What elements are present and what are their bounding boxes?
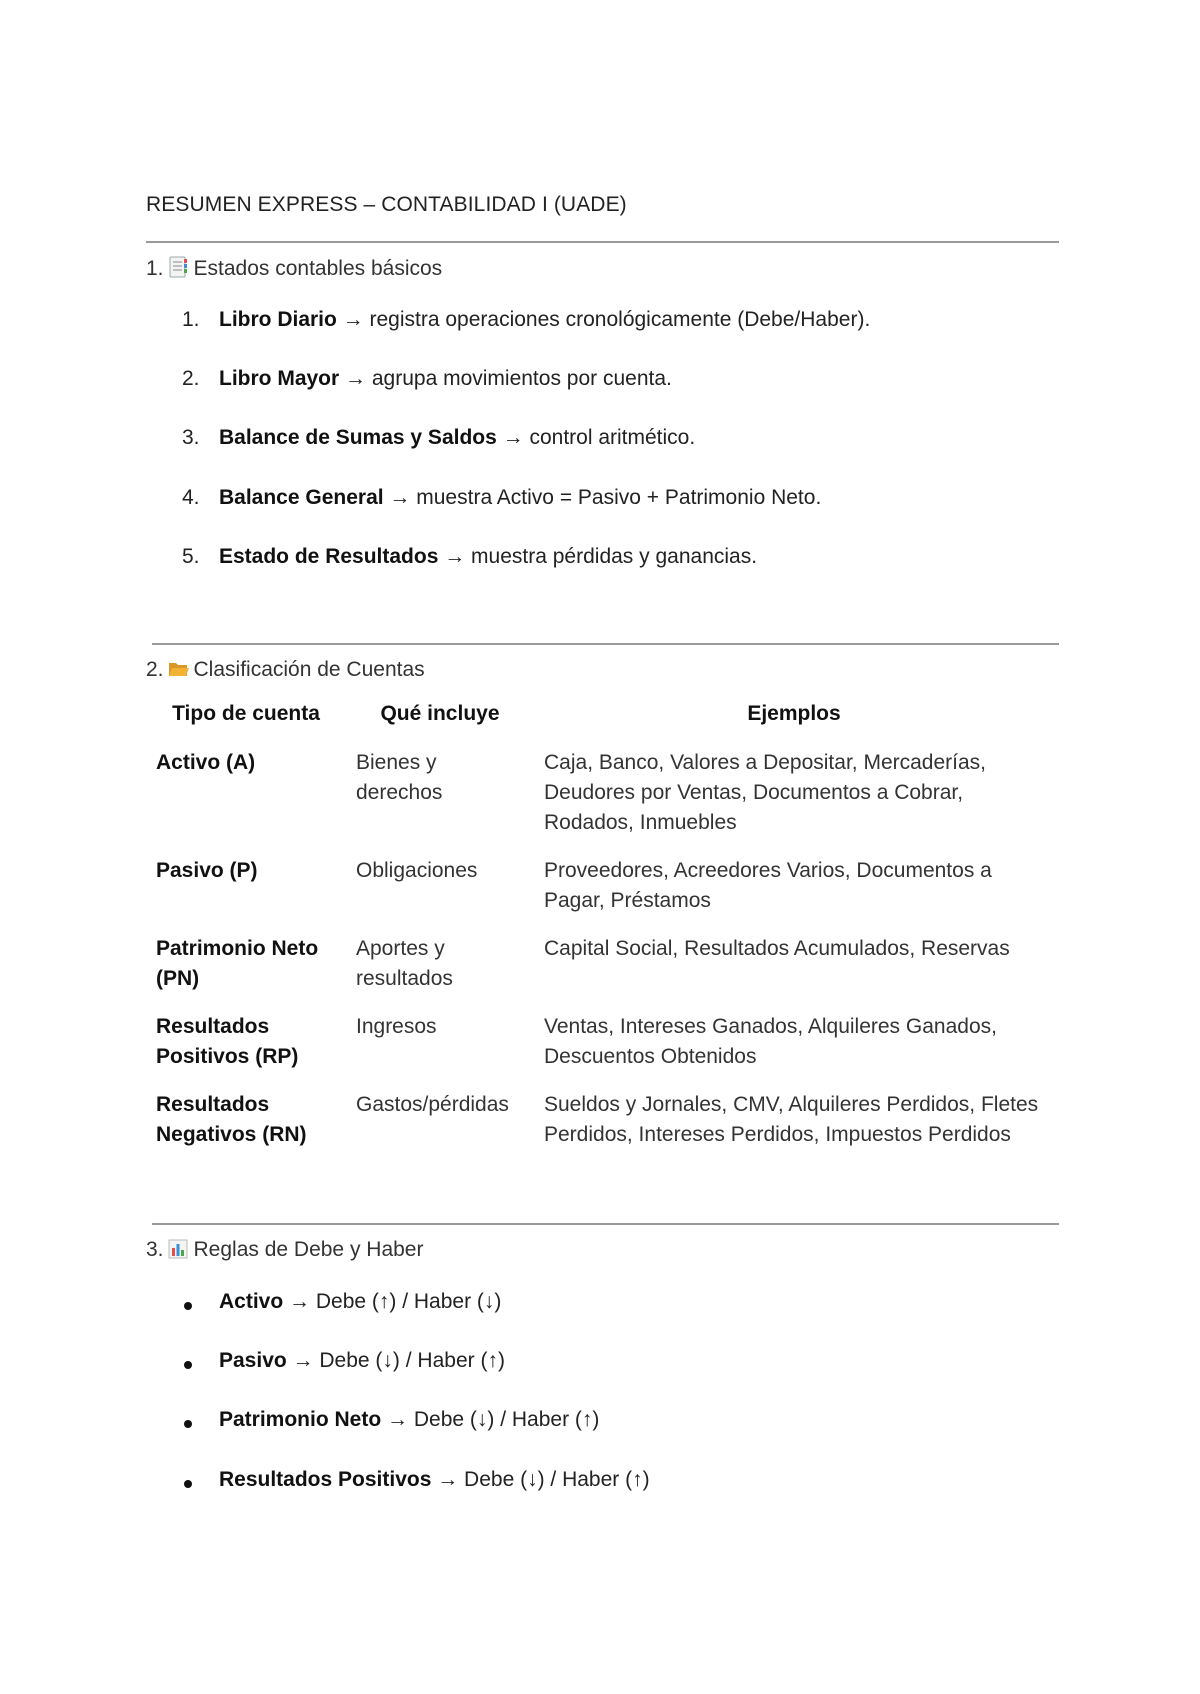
section-3-heading-text: Reglas de Debe y Haber [193, 1238, 424, 1261]
section-number: 2. [146, 658, 164, 681]
column-header-includes: Qué incluye [380, 702, 500, 725]
item-desc: → muestra pérdidas y ganancias. [438, 545, 758, 568]
item-term: Libro Mayor [219, 367, 340, 390]
item-desc: → control aritmético. [496, 426, 696, 449]
item-number: 4. [182, 486, 200, 509]
section-1-heading-text: Estados contables básicos [193, 257, 443, 280]
item-desc: → Debe (↓) / Haber (↑) [431, 1468, 650, 1491]
column-header-type: Tipo de cuenta [172, 702, 320, 725]
column-header-examples: Ejemplos [747, 702, 841, 725]
item-term: Estado de Resultados [219, 545, 439, 568]
item-term: Balance General [219, 486, 384, 509]
cell-includes: Gastos/pérdidas [356, 1093, 509, 1116]
table-row [146, 848, 1054, 926]
account-classification-table [146, 688, 1054, 1160]
cell-type: Resultados Negativos (RN) [156, 1093, 307, 1146]
item-term: Libro Diario [219, 308, 337, 331]
item-desc: → Debe (↑) / Haber (↓) [283, 1290, 502, 1313]
bullet [184, 1480, 192, 1488]
item-number: 1. [182, 308, 200, 331]
cell-examples: Ventas, Intereses Ganados, Alquileres Ganados, Descuentos Obtenidos [544, 1015, 997, 1068]
item-term: Pasivo [219, 1349, 287, 1372]
table-header-row [146, 688, 1054, 740]
cell-includes: Ingresos [356, 1015, 437, 1038]
bullet [184, 1420, 192, 1428]
item-desc: → Debe (↓) / Haber (↑) [381, 1408, 600, 1431]
cell-includes: Bienes y derechos [356, 751, 443, 804]
item-term: Balance de Sumas y Saldos [219, 426, 497, 449]
cell-includes: Obligaciones [356, 859, 478, 882]
item-desc: → agrupa movimientos por cuenta. [339, 367, 672, 390]
item-number: 2. [182, 367, 200, 390]
cell-type: Resultados Positivos (RP) [156, 1015, 299, 1068]
cell-examples: Sueldos y Jornales, CMV, Alquileres Perdidos, Fletes Perdidos, Intereses Perdidos, Impuestos Perdidos [544, 1093, 1039, 1146]
item-desc: → Debe (↓) / Haber (↑) [286, 1349, 505, 1372]
divider [152, 643, 1059, 645]
bar-chart-icon [168, 1239, 188, 1261]
cell-examples: Capital Social, Resultados Acumulados, Reservas [544, 937, 1010, 960]
bullet [184, 1302, 192, 1310]
cell-examples: Proveedores, Acreedores Varios, Documentos a Pagar, Préstamos [544, 859, 992, 912]
item-term: Patrimonio Neto [219, 1408, 382, 1431]
divider [152, 1223, 1059, 1225]
table-row [146, 1004, 1054, 1082]
table-row [146, 926, 1054, 1004]
section-2-heading-text: Clasificación de Cuentas [193, 658, 425, 681]
item-desc: → registra operaciones cronológicamente (Debe/Haber). [336, 308, 871, 331]
cell-type: Pasivo (P) [156, 859, 258, 882]
cell-type: Activo (A) [156, 751, 256, 774]
item-term: Resultados Positivos [219, 1468, 432, 1491]
section-number: 3. [146, 1238, 164, 1261]
document-title: RESUMEN EXPRESS – CONTABILIDAD I (UADE) [146, 193, 627, 216]
cell-examples: Caja, Banco, Valores a Depositar, Mercaderías, Deudores por Ventas, Documentos a Cobrar, Rodados, Inmuebles [544, 751, 986, 834]
item-term: Activo [219, 1290, 284, 1313]
section-2-heading [146, 658, 425, 682]
table-row [146, 1082, 1054, 1160]
table-row [146, 740, 1054, 848]
section-3-heading [146, 1238, 423, 1262]
cell-type: Patrimonio Neto (PN) [156, 937, 319, 990]
section-number: 1. [146, 257, 164, 280]
bullet [184, 1361, 192, 1369]
divider [146, 241, 1059, 243]
open-folder-icon [168, 659, 188, 681]
item-desc: → muestra Activo = Pasivo + Patrimonio Neto. [383, 486, 822, 509]
bookmark-tabs-icon [168, 256, 188, 278]
section-1-heading [146, 256, 442, 281]
cell-includes: Aportes y resultados [356, 937, 453, 990]
item-number: 5. [182, 545, 200, 568]
item-number: 3. [182, 426, 200, 449]
